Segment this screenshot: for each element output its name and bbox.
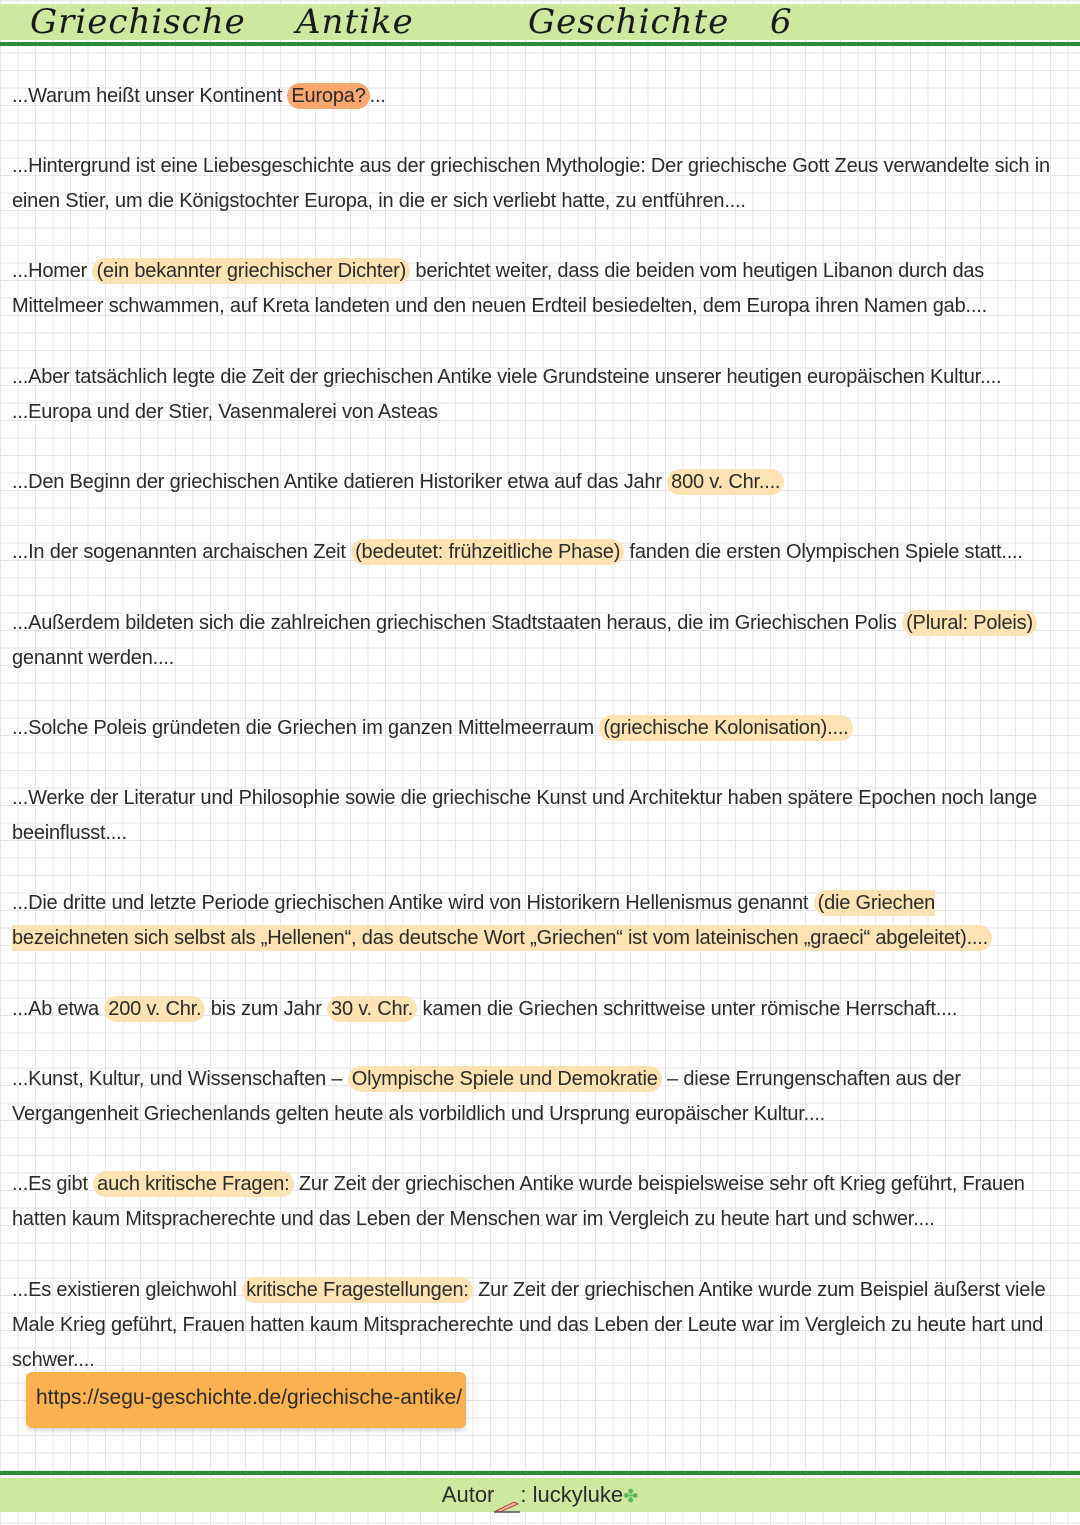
footer-author bbox=[0, 1478, 1080, 1513]
text-segment: ...Es gibt bbox=[12, 1173, 94, 1195]
paragraph-1 bbox=[12, 79, 1052, 114]
header-word-geschichte: Geschichte bbox=[528, 2, 730, 42]
highlight: Europa? bbox=[287, 83, 369, 109]
highlight: 30 v. Chr. bbox=[327, 996, 417, 1022]
clover-icon: ✤ bbox=[623, 1486, 639, 1507]
text-segment: ...Die dritte und letzte Periode griechischen Antike wird von Historikern Hellenismus genannt bbox=[12, 892, 814, 914]
paragraph-6 bbox=[12, 535, 1052, 570]
highlight: (griechische Kolonisation).... bbox=[599, 715, 852, 741]
paragraph-12 bbox=[12, 1062, 1052, 1132]
text-segment: fanden die ersten Olympischen Spiele statt.... bbox=[624, 541, 1023, 563]
paragraph-8 bbox=[12, 711, 1052, 746]
author-separator: : bbox=[520, 1482, 533, 1507]
paragraph-4 bbox=[12, 360, 1052, 430]
text-segment: ... bbox=[369, 85, 386, 107]
paragraph-3 bbox=[12, 254, 1052, 324]
text-segment: berichtet weiter, dass die beiden vom heutigen Libanon durch das Mittelmeer schwammen, auf Kreta landeten und den neuen Erdteil besiedelten, dem Europa ihren Namen gab.... bbox=[12, 260, 987, 317]
text-segment: bis zum Jahr bbox=[205, 998, 328, 1020]
text-segment: ...Kunst, Kultur, und Wissenschaften – bbox=[12, 1068, 348, 1090]
header-word-number: 6 bbox=[770, 2, 793, 42]
header-word-antike: Antike bbox=[296, 2, 414, 42]
highlight: (bedeutet: frühzeitliche Phase) bbox=[351, 539, 624, 565]
text-segment: ...Homer bbox=[12, 260, 93, 282]
author-label: Autor bbox=[441, 1482, 495, 1507]
header-divider bbox=[0, 42, 1080, 46]
highlight: 800 v. Chr.... bbox=[667, 469, 784, 495]
text-segment: ...Warum heißt unser Kontinent bbox=[12, 85, 288, 107]
text-segment: ...Solche Poleis gründeten die Griechen im ganzen Mittelmeerraum bbox=[12, 717, 600, 739]
page-header bbox=[0, 0, 1080, 50]
highlight: auch kritische Fragen: bbox=[93, 1171, 293, 1197]
paragraph-2: ...Hintergrund ist eine Liebesgeschichte aus der griechischen Mythologie: Der griechische Gott Zeus verwandelte sich in einen Stier, um die Königstochter Europa, in die er sich verliebt hatte, zu entführen.... bbox=[12, 155, 1050, 212]
footer-divider bbox=[0, 1471, 1080, 1475]
text-segment: ...Es existieren gleichwohl bbox=[12, 1279, 243, 1301]
text-segment: – diese Errungenschaften aus der Vergangenheit Griechenlands gelten heute als vorbildlich und Ursprung europäischer Kultur.... bbox=[12, 1068, 961, 1125]
text-segment: genannt werden.... bbox=[12, 647, 175, 669]
source-link-box[interactable] bbox=[26, 1372, 466, 1428]
text-segment: kamen die Griechen schrittweise unter römische Herrschaft.... bbox=[417, 998, 958, 1020]
text-segment: Zur Zeit der griechischen Antike wurde zum Beispiel äußerst viele Male Krieg geführt, Frauen hatten kaum Mitspracherechte und das Leben der Leute war im Vergleich zu heute hart und schwer.... bbox=[12, 1279, 1046, 1371]
pen-icon bbox=[494, 1489, 520, 1503]
paragraph-11 bbox=[12, 992, 1052, 1027]
highlight: (Plural: Poleis) bbox=[902, 610, 1037, 636]
text-segment: ...In der sogenannten archaischen Zeit bbox=[12, 541, 352, 563]
paragraph-10 bbox=[12, 886, 1052, 956]
highlight: Olympische Spiele und Demokratie bbox=[348, 1066, 662, 1092]
paragraph-7 bbox=[12, 606, 1052, 676]
paragraph-5 bbox=[12, 465, 1052, 500]
header-word-griechische: Griechische bbox=[30, 2, 246, 42]
text-segment: ...Außerdem bildeten sich die zahlreichen griechischen Stadtstaaten heraus, die im Griechischen Polis bbox=[12, 612, 903, 634]
paragraph-9: ...Werke der Literatur und Philosophie sowie die griechische Kunst und Architektur haben spätere Epochen noch lange beeinflusst.... bbox=[12, 787, 1038, 844]
text-segment: ...Den Beginn der griechischen Antike datieren Historiker etwa auf das Jahr bbox=[12, 471, 668, 493]
paragraph-14 bbox=[12, 1273, 1052, 1378]
author-name: luckyluke bbox=[532, 1482, 624, 1507]
highlight: kritische Fragestellungen: bbox=[242, 1277, 473, 1303]
source-link[interactable]: https://segu-geschichte.de/griechische-antike/ bbox=[36, 1386, 463, 1409]
text-line: ...Europa und der Stier, Vasenmalerei von Asteas bbox=[12, 401, 438, 423]
highlight: (die Griechen bezeichneten sich selbst als „Hellenen“, das deutsche Wort „Griechen“ ist vom lateinischen „graeci“ abgeleitet).... bbox=[12, 890, 992, 951]
paragraph-13 bbox=[12, 1167, 1052, 1237]
text-line: ...Aber tatsächlich legte die Zeit der griechischen Antike viele Grundsteine unserer heutigen europäischen Kultur.... bbox=[12, 366, 1002, 388]
highlight: (ein bekannter griechischer Dichter) bbox=[92, 258, 410, 284]
text-segment: ...Ab etwa bbox=[12, 998, 105, 1020]
highlight: 200 v. Chr. bbox=[104, 996, 205, 1022]
text-segment: Zur Zeit der griechischen Antike wurde beispielsweise sehr oft Krieg geführt, Frauen hatten kaum Mitspracherechte und das Leben der Menschen war im Vergleich zu heute hart und schwer.... bbox=[12, 1173, 1025, 1230]
